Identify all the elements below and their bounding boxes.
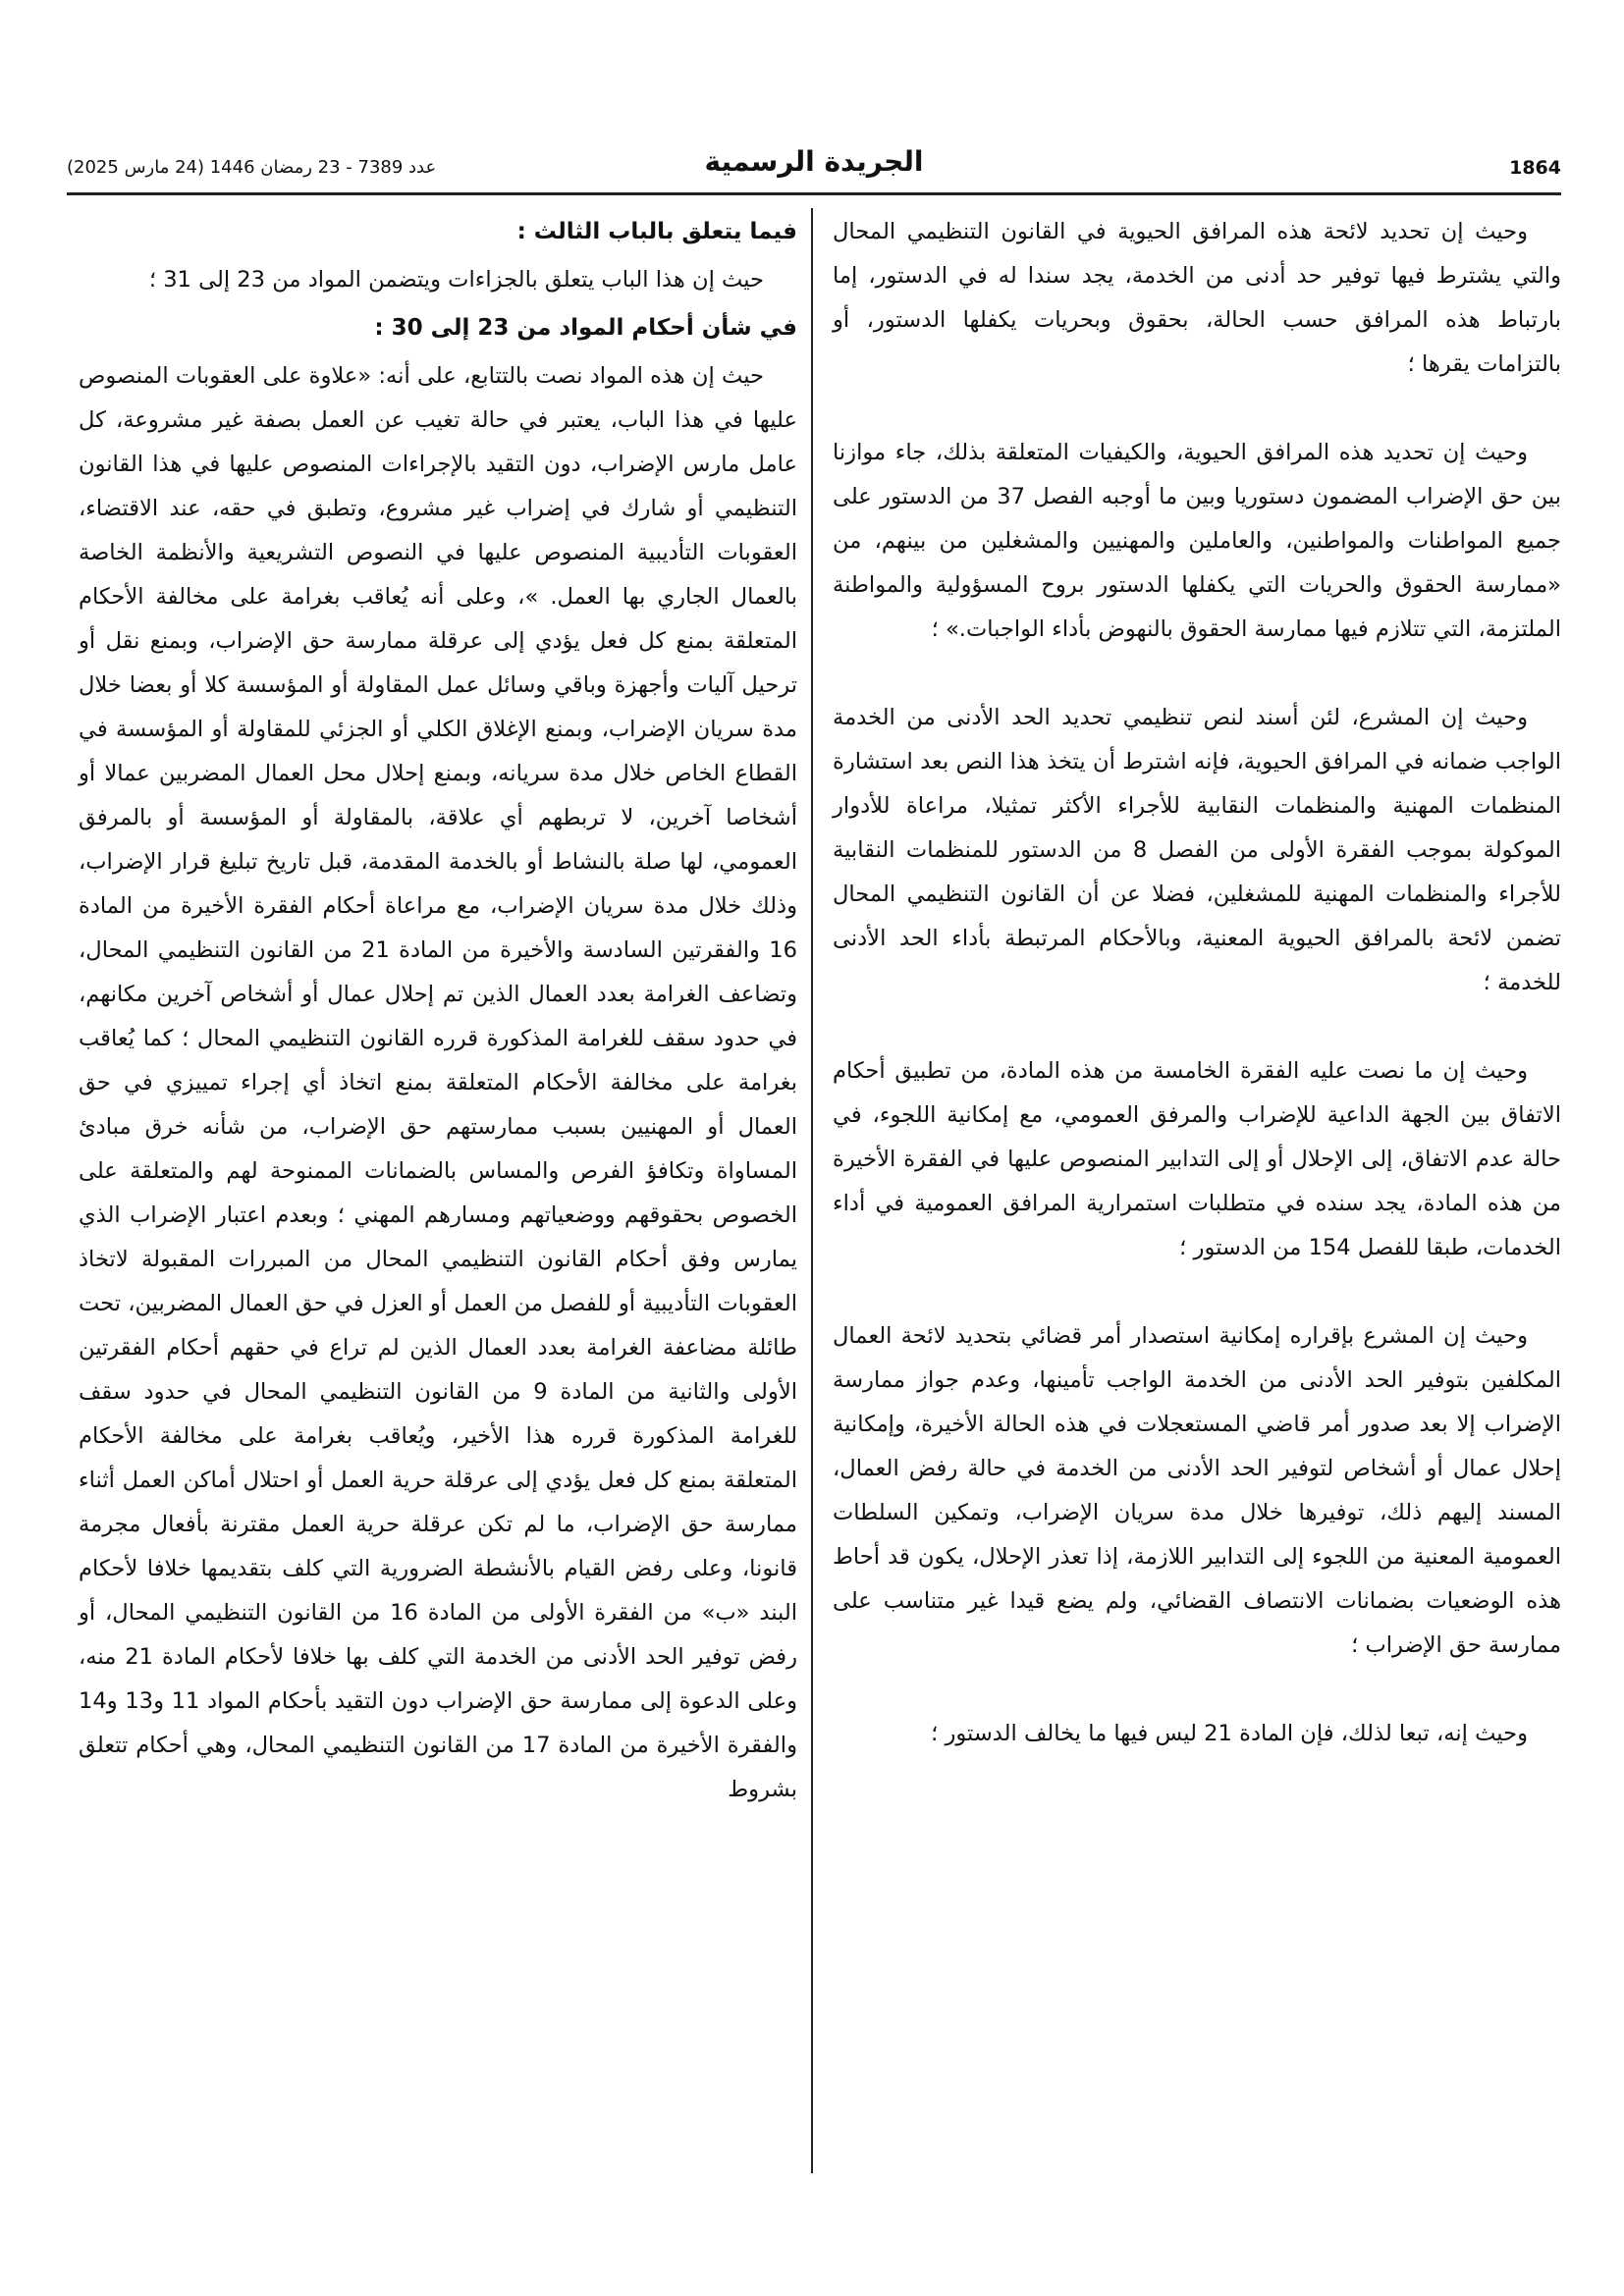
paragraph: وحيث إنه، تبعا لذلك، فإن المادة 21 ليس فيها ما يخالف الدستور ؛ (931, 1721, 1528, 1746)
header-rule (67, 192, 1561, 195)
right-column (833, 210, 1561, 1756)
paragraph: وحيث إن تحديد هذه المرافق الحيوية، والكيفيات المتعلقة بذلك، جاء موازنا بين حق الإضراب المضمون دستوريا وبين ما أوجبه الفصل 37 من الدستور على جميع المواطنات والمواطنين، والعاملين والمهنيين والمشغلين من بينهم، من «ممارسة الحقوق والحريات التي يكفلها الدستور بروح المسؤولية والمواطنة الملتزمة، التي تتلازم فيها ممارسة الحقوق بالنهوض بأداء الواجبات.» ؛ (833, 440, 1562, 642)
paragraph: وحيث إن المشرع، لئن أسند لنص تنظيمي تحديد الحد الأدنى من الخدمة الواجب ضمانه في المرافق الحيوية، فإنه اشترط أن يتخذ هذا النص بعد استشارة المنظمات المهنية والمنظمات النقابية للأجراء الأكثر تمثيلا، مراعاة للأدوار الموكولة بموجب الفقرة الأولى من الفصل 8 من الدستور للمنظمات النقابية للأجراء والمنظمات المهنية للمشغلين، فضلا عن أن القانون التنظيمي المحال تضمن لائحة بالمرافق الحيوية المعنية، وبالأحكام المرتبطة بأداء الحد الأدنى للخدمة ؛ (833, 705, 1562, 995)
paragraph: حيث إن هذا الباب يتعلق بالجزاءات ويتضمن المواد من 23 إلى 31 ؛ (148, 267, 764, 293)
subsection-heading: في شأن أحكام المواد من 23 إلى 30 : (374, 315, 797, 341)
paragraph: حيث إن هذه المواد نصت بالتتابع، على أنه: «علاوة على العقوبات المنصوص عليها في هذا الباب، يعتبر في حالة تغيب عن العمل بصفة غير مشروعة، كل عامل مارس الإضراب، دون التقيد بالإجراءات المنصوص عليها في هذا القانون التنظيمي أو شارك في إضراب غير مشروع، وتطبق في حقه، عند الاقتضاء، العقوبات التأديبية المنصوص عليها في النصوص التشريعية والأنظمة الخاصة بالعمال الجاري بها العمل. »، وعلى أنه يُعاقب بغرامة على مخالفة الأحكام المتعلقة بمنع كل فعل يؤدي إلى عرقلة ممارسة حق الإضراب، وبمنع نقل أو ترحيل آليات وأجهزة وباقي وسائل عمل المقاولة أو المؤسسة كلا أو بعضا خلال مدة سريان الإضراب، وبمنع الإغلاق الكلي أو الجزئي للمقاولة أو المؤسسة في القطاع الخاص خلال مدة سريانه، وبمنع إحلال محل العمال المضربين عمالا أو أشخاصا آخرين، لا تربطهم أي علاقة، بالمقاولة أو المؤسسة أو بالمرفق العمومي، لها صلة بالنشاط أو بالخدمة المقدمة، قبل تاريخ تبليغ قرار الإضراب، وذلك خلال مدة سريان الإضراب، مع مراعاة أحكام الفقرة الأخيرة من المادة 16 والفقرتين السادسة والأخيرة من المادة 21 من القانون التنظيمي المحال، وتضاعف الغرامة بعدد العمال الذين تم إحلال عمال أو أشخاص آخرين مكانهم، في حدود سقف للغرامة المذكورة قرره القانون التنظيمي المحال ؛ كما يُعاقب بغرامة على مخالفة الأحكام المتعلقة بمنع اتخاذ أي إجراء تمييزي في حق العمال أو المهنيين بسبب ممارستهم حق الإضراب، من شأنه خرق مبادئ المساواة وتكافؤ الفرص والمساس بالضمانات الممنوحة لهم والمتعلقة على الخصوص بحقوقهم ووضعياتهم ومسارهم المهني ؛ وبعدم اعتبار الإضراب الذي يمارس وفق أحكام القانون التنظيمي المحال من المبررات المقبولة لاتخاذ العقوبات التأديبية أو للفصل من العمل أو العزل في حق العمال المضربين، تحت طائلة مضاعفة الغرامة بعدد العمال الذين لم تراع في حقهم أحكام الفقرتين الأولى والثانية من المادة 9 من القانون التنظيمي المحال في حدود سقف للغرامة المذكورة قرره هذا الأخير، ويُعاقب بغرامة على مخالفة الأحكام المتعلقة بمنع كل فعل يؤدي إلى عرقلة حرية العمل أو احتلال أماكن العمل أثناء ممارسة حق الإضراب، ما لم تكن عرقلة حرية العمل مقترنة بأفعال مجرمة قانونا، وعلى رفض القيام بالأنشطة الضرورية التي كلف بتقديمها خلافا لأحكام البند «ب» من الفقرة الأولى من المادة 16 من القانون التنظيمي المحال، أو رفض توفير الحد الأدنى من الخدمة التي كلف بها خلافا لأحكام المادة 21 منه، وعلى الدعوة إلى ممارسة حق الإضراب دون التقيد بأحكام المواد 11 و13 و14 والفقرة الأخيرة من المادة 17 من القانون التنظيمي المحال، وهي أحكام تتعلق بشروط (79, 363, 798, 1802)
page-header (67, 145, 1561, 190)
page-number: 1864 (1509, 157, 1561, 179)
paragraph: وحيث إن ما نصت عليه الفقرة الخامسة من هذه المادة، من تطبيق أحكام الاتفاق بين الجهة الداعية للإضراب والمرفق العمومي، مع إمكانية اللجوء، في حالة عدم الاتفاق، إلى الإحلال أو إلى التدابير المنصوص عليها في الفقرة الأخيرة من هذه المادة، يجد سنده في متطلبات استمرارية المرافق العمومية في أداء الخدمات، طبقا للفصل 154 من الدستور ؛ (833, 1058, 1561, 1260)
paragraph: وحيث إن تحديد لائحة هذه المرافق الحيوية في القانون التنظيمي المحال والتي يشترط فيها توفير حد أدنى من الخدمة، يجد سندا له في الدستور، إما بارتباط هذه المرافق حسب الحالة، بحقوق وبحريات يكفلها الدستور، أو بالتزامات يقرها ؛ (833, 219, 1561, 377)
paragraph: وحيث إن المشرع بإقراره إمكانية استصدار أمر قضائي بتحديد لائحة العمال المكلفين بتوفير الحد الأدنى من الخدمة الواجب تأمينها، وعدم جواز ممارسة الإضراب إلا بعد صدور أمر قاضي المستعجلات في هذه الحالة الأخيرة، وإمكانية إحلال عمال أو أشخاص لتوفير الحد الأدنى من الخدمة في حالة رفض العمال، المسند إليهم ذلك، توفيرها خلال مدة سريان الإضراب، وتمكين السلطات العمومية المعنية من اللجوء إلى التدابير اللازمة، إذا تعذر الإحلال، يكون قد أحاط هذه الوضعيات بضمانات الانتصاف القضائي، ولم يضع قيدا غير متناسب على ممارسة حق الإضراب ؛ (833, 1323, 1561, 1658)
left-column (79, 210, 797, 1816)
column-divider (811, 208, 813, 2173)
section-heading: فيما يتعلق بالباب الثالث : (516, 219, 797, 244)
issue-info: عدد 7389 - 23 رمضان 1446 (24 مارس 2025) (67, 157, 437, 178)
gazette-title: الجريدة الرسمية (704, 145, 924, 178)
